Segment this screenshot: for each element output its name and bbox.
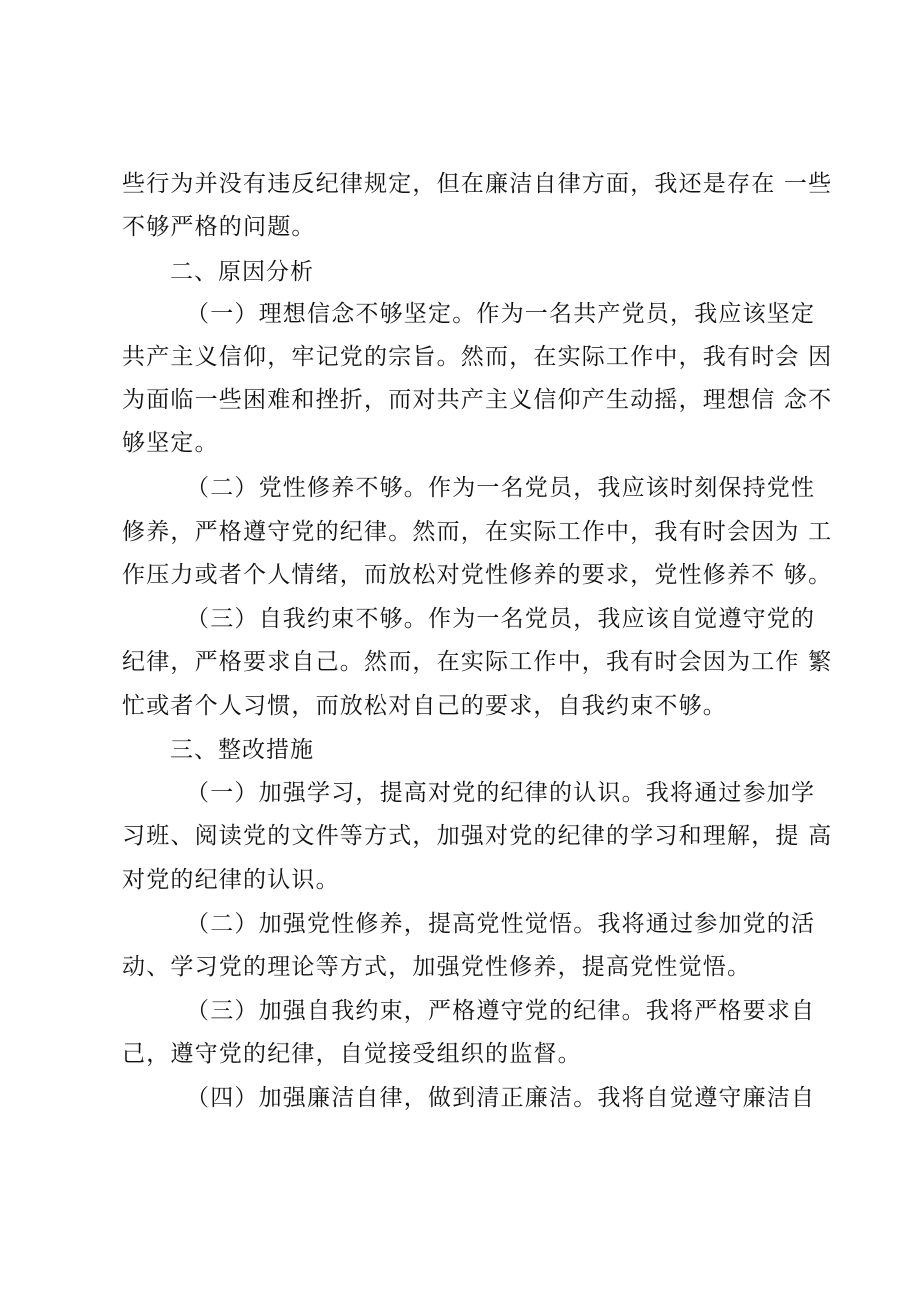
cause-3-line-3: 忙或者个人习惯，而放松对自己的要求，自我约束不够。 xyxy=(122,693,727,719)
cause-2-line-3: 作压力或者个人情绪，而放松对党性修养的要求，党性修养不 够。 xyxy=(122,562,833,588)
intro-line-1: 些行为并没有违反纪律规定，但在廉洁自律方面，我还是存在 一些 xyxy=(122,171,833,197)
measure-4-line-1: （四）加强廉洁自律，做到清正廉洁。我将自觉遵守廉洁自 xyxy=(186,1085,816,1111)
section-heading-measures: 三、整改措施 xyxy=(170,737,314,763)
cause-1-line-3: 为面临一些困难和挫折，而对共产主义信仰产生动摇，理想信 念不 xyxy=(122,387,833,413)
intro-line-2: 不够严格的问题。 xyxy=(122,214,316,240)
cause-2-line-2: 修养，严格遵守党的纪律。然而，在实际工作中，我有时会因为 工 xyxy=(122,519,833,545)
section-heading-causes: 二、原因分析 xyxy=(170,259,314,285)
measure-2-line-2: 动、学习党的理论等方式，加强党性修养，提高党性觉悟。 xyxy=(122,954,752,980)
measure-2-line-1: （二）加强党性修养，提高党性觉悟。我将通过参加党的活 xyxy=(186,911,816,937)
measure-1-line-3: 对党的纪律的认识。 xyxy=(122,867,340,893)
cause-1-line-2: 共产主义信仰，牢记党的宗旨。然而，在实际工作中，我有时会 因 xyxy=(122,344,833,370)
cause-3-line-1: （三）自我约束不够。作为一名党员，我应该自觉遵守党的 xyxy=(186,606,816,632)
cause-3-line-2: 纪律，严格要求自己。然而，在实际工作中，我有时会因为工作 繁 xyxy=(122,649,833,675)
measure-3-line-1: （三）加强自我约束，严格遵守党的纪律。我将严格要求自 xyxy=(186,998,816,1024)
cause-2-line-1: （二）党性修养不够。作为一名党员，我应该时刻保持党性 xyxy=(186,475,816,501)
measure-1-line-1: （一）加强学习，提高对党的纪律的认识。我将通过参加学 xyxy=(186,780,816,806)
measure-1-line-2: 习班、阅读党的文件等方式，加强对党的纪律的学习和理解，提 高 xyxy=(122,823,833,849)
cause-1-line-4: 够坚定。 xyxy=(122,430,219,456)
measure-3-line-2: 己，遵守党的纪律，自觉接受组织的监督。 xyxy=(122,1041,582,1067)
cause-1-line-1: （一）理想信念不够坚定。作为一名共产党员，我应该坚定 xyxy=(186,301,816,327)
